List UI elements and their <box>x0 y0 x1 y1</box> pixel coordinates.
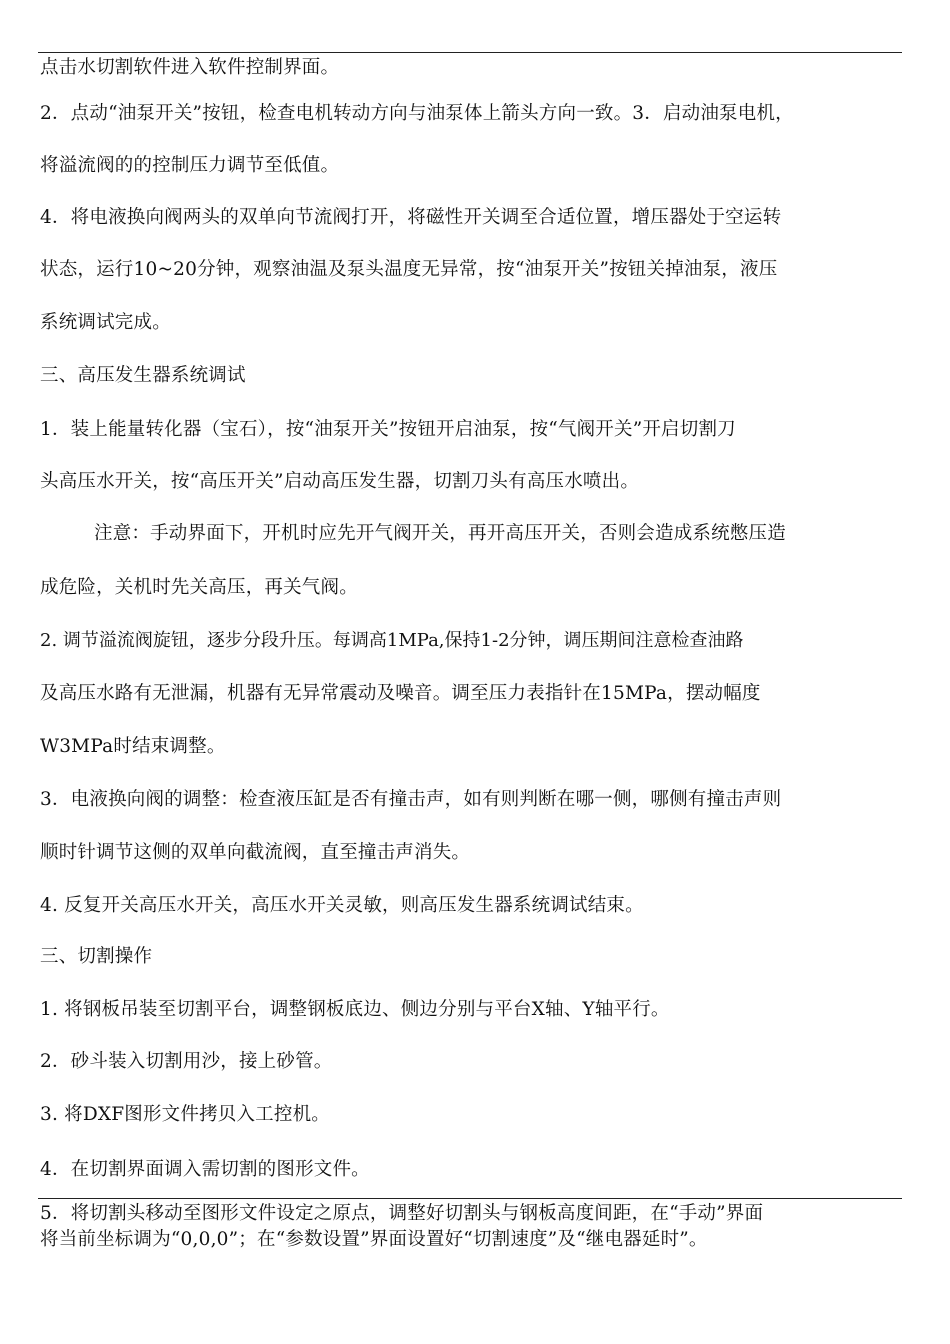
text-line-17: 4. 反复开关高压水开关，高压水开关灵敏，则高压发生器系统调试结束。 <box>40 895 644 916</box>
text-line-16: 顺时针调节这侧的双单向截流阀，直至撞击声消失。 <box>40 842 471 863</box>
note-line-2: 成危险，关机时先关高压，再关气阀。 <box>40 577 358 598</box>
text-line-5: 状态，运行10~20分钟，观察油温及泵头温度无异常，按“油泵开关”按钮关掉油泵，液压 <box>40 259 778 280</box>
text-line-19: 1. 将钢板吊装至切割平台，调整钢板底边、侧边分别与平台X轴、Y轴平行。 <box>40 999 670 1020</box>
text-line-20: 2．砂斗装入切割用沙，接上砂管。 <box>40 1051 333 1072</box>
text-line-2: 2．点动“油泵开关”按钮，检查电机转动方向与油泵体上箭头方向一致。3．启动油泵电机， <box>40 103 794 124</box>
text-line-3: 将溢流阀的的控制压力调节至低值。 <box>40 155 340 176</box>
text-line-4: 4．将电液换向阀两头的双单向节流阀打开，将磁性开关调至合适位置，增压器处于空运转 <box>40 207 782 228</box>
section-heading-high-pressure: 三、高压发生器系统调试 <box>40 365 246 386</box>
text-line-1: 点击水切割软件进入软件控制界面。 <box>40 57 340 78</box>
text-line-21: 3. 将DXF图形文件拷贝入工控机。 <box>40 1104 330 1125</box>
text-line-14: W3MPa时结束调整。 <box>40 736 226 757</box>
top-rule <box>38 52 902 53</box>
text-line-6: 系统调试完成。 <box>40 312 171 333</box>
text-line-8: 1．装上能量转化器（宝石），按“油泵开关”按钮开启油泵，按“气阀开关”开启切割刀 <box>40 419 736 440</box>
text-line-12: 2. 调节溢流阀旋钮，逐步分段升压。每调高1MPa,保持1-2分钟，调压期间注意检查油路 <box>40 630 744 651</box>
note-line-1: 注意：手动界面下，开机时应先开气阀开关，再开高压开关，否则会造成系统憋压造 <box>94 523 786 544</box>
text-line-13: 及高压水路有无泄漏，机器有无异常震动及噪音。调至压力表指针在15MPa，摆动幅度 <box>40 683 761 704</box>
text-line-9: 头高压水开关，按“高压开关”启动高压发生器，切割刀头有高压水喷出。 <box>40 471 640 492</box>
text-line-15: 3．电液换向阀的调整：检查液压缸是否有撞击声，如有则判断在哪一侧，哪侧有撞击声则 <box>40 789 782 810</box>
bottom-rule <box>38 1198 902 1199</box>
text-line-24: 将当前坐标调为“0,0,0”；在“参数设置”界面设置好“切割速度”及“继电器延时”。 <box>40 1229 708 1250</box>
text-line-22: 4．在切割界面调入需切割的图形文件。 <box>40 1159 370 1180</box>
text-line-23: 5．将切割头移动至图形文件设定之原点，调整好切割头与钢板高度间距，在“手动”界面 <box>40 1203 764 1224</box>
section-heading-cutting: 三、切割操作 <box>40 946 153 967</box>
